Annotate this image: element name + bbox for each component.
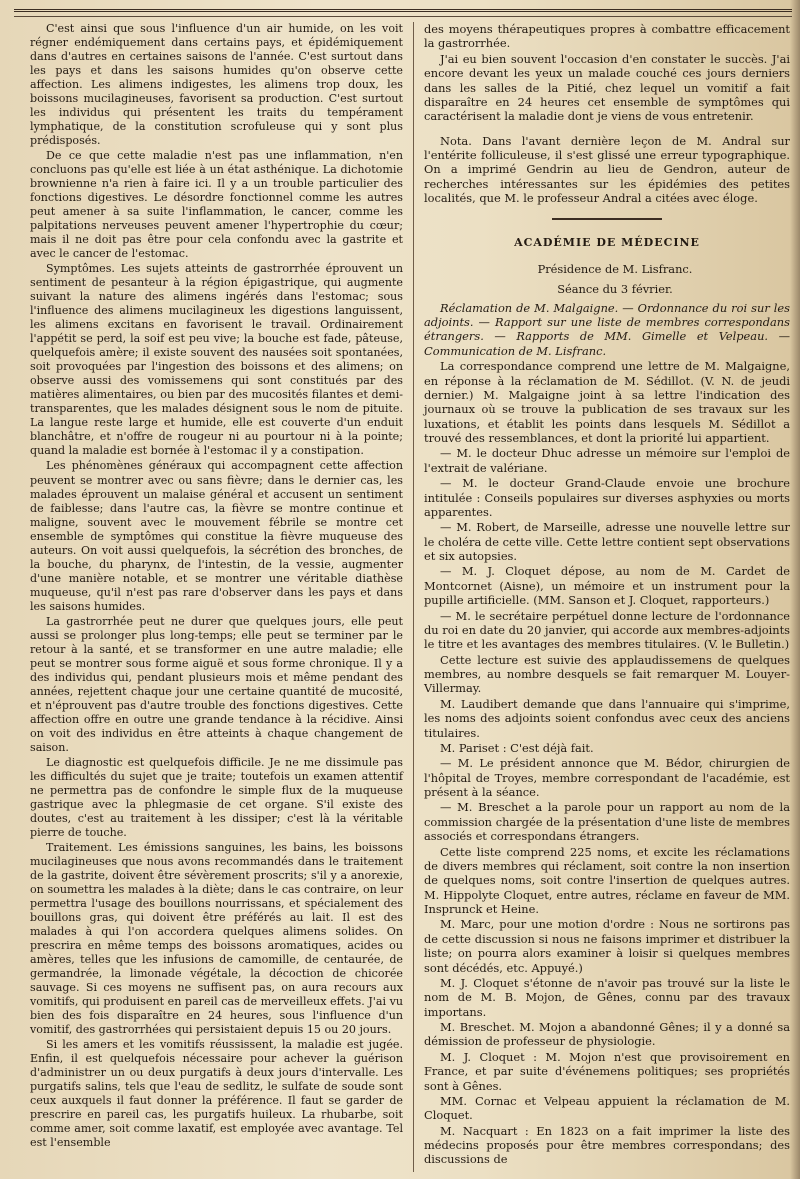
paragraph: De ce que cette maladie n'est pas une inflammation, n'en concluons pas qu'elle est liée à un état asthénique. La dichotomie brownienne n'a rien à faire ici. Il y a un trouble particulier des fonctions digestives. Le désordre fonctionnel comme les autres peut amener à sa suite l'inflammation, le cancer, comme les palpitations nerveuses peuvent amener l'hypertrophie du cœur; mais il ne doit pas être pour cela confondu avec la gastrite et avec le cancer de l'estomac. bbox=[30, 149, 403, 261]
paragraph: Si les amers et les vomitifs réussissent, la maladie est jugée. Enfin, il est quelquefois nécessaire pour achever la guérison d'administrer un ou deux purgatifs à deux jours d'intervalle. Les purgatifs salins, tels que l'eau de sedlitz, le sulfate de soude sont ceux auxquels il faut donner la préférence. Il faut se garder de prescrire en pareil cas, les purgatifs huileux. La rhubarbe, soit comme amer, soit comme laxatif, est employée avec avantage. Tel est l'ensemble bbox=[30, 1038, 403, 1150]
paragraph: — M. le secrétaire perpétuel donne lecture de l'ordonnance du roi en date du 20 janvier, qui accorde aux membres-adjoints le titre et les avantages des membres titulaires. (V. le Bulletin.) bbox=[424, 608, 790, 652]
paragraph: MM. Cornac et Velpeau appuient la réclamation de M. Cloquet. bbox=[424, 1093, 790, 1123]
paragraph: Les phénomènes généraux qui accompagnent cette affection peuvent se montrer avec ou sans fièvre; dans le dernier cas, les malades éprouvent un malaise général et accusent un sentiment de faiblesse; dans l'autre cas, la fièvre se montre continue et maligne, souvent avec le mouvement fébrile se montre cet ensemble de symptômes qui constitue la fièvre muqueuse des auteurs. On voit aussi quelquefois, la sécrétion des bronches, de la bouche, du pharynx, de l'intestin, de la vessie, augmenter d'une manière notable, et se montrer une véritable diathèse muqueuse, qu'il n'est pas rare d'observer dans les pays et dans les saisons humides. bbox=[30, 459, 403, 613]
section-title: ACADÉMIE DE MÉDECINE bbox=[514, 235, 700, 249]
paragraph: C'est ainsi que sous l'influence d'un air humide, on les voit régner endémiquement dans certains pays, et épidémiquement dans d'autres en certaines saisons de l'année. C'est surtout dans les pays et dans les saisons humides qu'on observe cette affection. Les alimens indigestes, les alimens trop doux, les boissons mucilagineuses, favorisent sa production. C'est surtout les individus qui présentent les traits du tempérament lymphatique, de la constitution scrofuleuse qui y sont plus prédisposés. bbox=[30, 22, 403, 148]
paragraph: M. Pariset : C'est déjà fait. bbox=[440, 740, 594, 755]
column-divider bbox=[413, 22, 414, 1172]
paragraph: La gastrorrhée peut ne durer que quelques jours, elle peut aussi se prolonger plus long-temps; elle peut se terminer par le retour à la santé, et se transformer en une autre maladie; elle peut se montrer sous forme aiguë et sous forme chronique. Il y a des individus qui, pendant plusieurs mois et même pendant des années, rejettent chaque jour une certaine quantité de mucosité, et n'éprouvent pas d'autre trouble des fonctions digestives. Cette affection offre en outre une grande tendance à la récidive. Ainsi on voit des individus en être atteints à chaque changement de saison. bbox=[30, 614, 403, 754]
paragraph: Cette liste comprend 225 noms, et excite les réclamations de divers membres qui réclament, soit contre la non insertion de quelques noms, soit contre l'insertion de quelques autres. M. Hippolyte Cloquet, entre autres, réclame en faveur de MM. Insprunck et Heine. bbox=[424, 844, 790, 916]
paragraph: M. Breschet. M. Mojon a abandonné Gênes; il y a donné sa démission de professeur de physiologie. bbox=[424, 1020, 790, 1049]
paragraph: M. Marc, pour une motion d'ordre : Nous ne sortirons pas de cette discussion si nous ne faisons imprimer et distribuer la liste; on pourra alors examiner à loisir si quelques membres sont décédés, etc. Appuyé.) bbox=[424, 917, 790, 975]
paragraph: Symptômes. Les sujets atteints de gastrorrhée éprouvent un sentiment de pesanteur à la région épigastrique, qui augmente suivant la nature des alimens ingérés dans l'estomac; sous l'influence des alimens mucilagineux les digestions languissent, les alimens excitans en favorisent le travail. Ordinairement l'appétit se perd, la soif est peu vive; la bouche est fade, pâteuse, quelquefois amère; il existe souvent des nausées soit spontanées, soit provoquées par l'ingestion des boissons et des alimens; on observe aussi des vomissemens qui sont constitués par des matières alimentaires, ou bien par des mucosités filantes et demi-transparentes, que les malades désignent sous le nom de pituite. La langue reste large et humide, elle est couverte d'un enduit blanchâtre, et n'offre de rougeur ni au pourtour ni à la pointe; quand la maladie est bornée à l'estomac il y a constipation. bbox=[30, 262, 403, 458]
session-summary: Réclamation de M. Malgaigne. — Ordonnance du roi sur les adjoints. — Rapport sur une liste de membres correspondans étrangers. — Rapports de MM. Gimelle et Velpeau. — Communication de M. Lisfranc. bbox=[424, 300, 790, 358]
left-column bbox=[30, 22, 403, 1151]
paragraph: — M. Breschet a la parole pour un rapport au nom de la commission chargée de la présentation d'une liste de membres associés et correspondans étrangers. bbox=[424, 800, 790, 844]
paragraph: M. Nacquart : En 1823 on a fait imprimer la liste des médecins proposés pour être membres correspondans; des discussions de bbox=[424, 1123, 790, 1167]
paragraph: — M. J. Cloquet dépose, au nom de M. Cardet de Montcornet (Aisne), un mémoire et un instrument pour la pupille artificielle. (MM. Sanson et J. Cloquet, rapporteurs.) bbox=[424, 564, 790, 608]
paragraph: M. Laudibert demande que dans l'annuaire qui s'imprime, les noms des adjoints soient confondus avec ceux des anciens titulaires. bbox=[424, 696, 790, 740]
paragraph: — M. le docteur Grand-Claude envoie une brochure intitulée : Conseils populaires sur diverses asphyxies ou morts apparentes. bbox=[424, 476, 790, 519]
paragraph: La correspondance comprend une lettre de M. Malgaigne, en réponse à la réclamation de M. Sédillot. (V. N. de jeudi dernier.) M. Malgaigne joint à sa lettre l'indication des journaux où se trouve la publication de ses travaux sur les luxations, et établit les points dans lesquels M. Sédillot a trouvé des ressemblances, et dont la priorité lui appartient. bbox=[424, 359, 790, 445]
paragraph: M. J. Cloquet : M. Mojon n'est que provisoirement en France, et par suite d'événemens politiques; ses propriétés sont à Gênes. bbox=[424, 1049, 790, 1093]
paragraph: M. J. Cloquet s'étonne de n'avoir pas trouvé sur la liste le nom de M. B. Mojon, de Gênes, connu par des travaux importans. bbox=[424, 975, 790, 1019]
paragraph: des moyens thérapeutiques propres à combattre efficacement la gastrorrhée. bbox=[424, 22, 790, 51]
presidency: Présidence de M. Lisfranc. bbox=[537, 261, 693, 276]
paragraph: Le diagnostic est quelquefois difficile. Je ne me dissimule pas les difficultés du sujet que je traite; toutefois un examen attentif ne permettra pas de confondre le simple flux de la muqueuse gastrique avec la phlegmasie de cet organe. S'il existe des doutes, c'est au traitement à les dissiper; c'est là la véritable pierre de touche. bbox=[30, 755, 403, 839]
erratum-note: Nota. Dans l'avant dernière leçon de M. Andral sur l'entérite folliculeuse, il s'est glissé une erreur typographique. On a imprimé Gendrin au lieu de Gendron, auteur de recherches intéressantes sur les épidémies des petites localités, que M. le professeur Andral a citées avec éloge. bbox=[424, 133, 790, 206]
top-rule bbox=[14, 9, 792, 15]
paragraph: Traitement. Les émissions sanguines, les bains, les boissons mucilagineuses que nous avons recommandés dans le traitement de la gastrite, doivent être sévèrement proscrits; s'il y a anorexie, on soumettra les malades à la diète; dans le cas contraire, on leur permettra l'usage des bouillons nourrissans, et spécialement des bouillons gras, qui doivent être préférés au lait. Il est des malades à qui l'on accordera quelques alimens solides. On prescrira en même temps des boissons aromatiques, acides ou amères, telles que les infusions de camomille, de centaurée, de germandrée, la limonade végétale, la décoction de chicorée sauvage. Si ces moyens ne suffisent pas, on aura recours aux vomitifs, qui produisent en pareil cas de merveilleux effets. J'ai vu bien des fois disparaître en 24 heures, sous l'influence d'un vomitif, des gastrorrhées qui persistaient depuis 15 ou 20 jours. bbox=[30, 840, 403, 1037]
section-separator bbox=[552, 218, 662, 220]
paragraph: — M. Le président annonce que M. Bédor, chirurgien de l'hôpital de Troyes, membre correspondant de l'académie, est présent à la séance. bbox=[424, 756, 790, 799]
paragraph: J'ai eu bien souvent l'occasion d'en constater le succès. J'ai encore devant les yeux un malade couché ces jours derniers dans les salles de la Pitié, chez lequel un vomitif a fait disparaître en 24 heures cet ensemble de symptômes qui caractérisent la maladie dont je viens de vous entretenir. bbox=[424, 51, 790, 124]
paragraph: Cette lecture est suivie des applaudissemens de quelques membres, au nombre desquels se fait remarquer M. Louyer-Villermay. bbox=[424, 652, 790, 696]
top-rule-thin bbox=[14, 16, 792, 17]
right-column bbox=[424, 22, 790, 1168]
page-edge-shadow bbox=[790, 0, 800, 1179]
session-date: Séance du 3 février. bbox=[557, 282, 673, 297]
paragraph: — M. Robert, de Marseille, adresse une nouvelle lettre sur le choléra de cette ville. Cette lettre contient sept observations et six autopsies. bbox=[424, 520, 790, 563]
paragraph: — M. le docteur Dhuc adresse un mémoire sur l'emploi de l'extrait de valériane. bbox=[424, 446, 790, 475]
